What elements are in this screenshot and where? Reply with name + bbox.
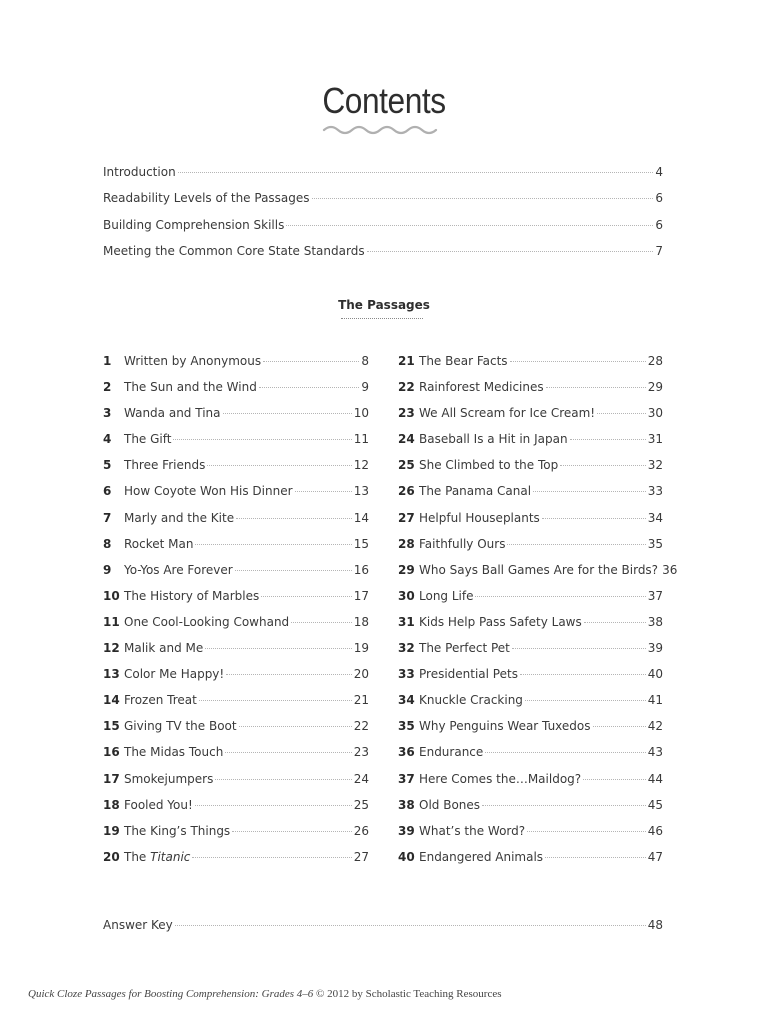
toc-entry[interactable] [103,244,663,270]
passage-title: Endurance [419,745,484,760]
passage-title: Three Friends [124,458,206,473]
passage-title: The Bear Facts [419,354,508,368]
passage-page: 45 [647,797,663,812]
dot-leader [560,465,646,466]
dot-leader [545,857,646,858]
dot-leader [512,648,646,649]
passage-number: 33 [398,667,415,682]
passage-entry[interactable] [103,537,369,563]
passage-page: 47 [647,849,663,864]
passage-title: Why Penguins Wear Tuxedos [419,719,591,734]
dot-leader [482,805,646,806]
dot-leader [259,387,360,388]
dot-leader [533,491,646,492]
passage-entry[interactable] [398,511,663,537]
toc-entry-label: Answer Key [103,918,173,932]
passage-page: 12 [353,458,369,473]
passage-title: The Sun and the Wind [124,380,257,395]
passage-page: 41 [647,693,663,708]
passage-title: Written by Anonymous [124,354,262,368]
passage-page: 14 [353,510,369,525]
toc-entry-label: Introduction [103,165,176,179]
passage-page: 39 [647,641,663,656]
dot-leader [597,413,646,414]
passage-entry[interactable] [398,380,663,406]
passage-page: 13 [353,484,369,499]
dot-leader [546,387,646,388]
dot-leader [199,700,352,701]
passage-number: 2 [103,380,112,395]
passage-page: 26 [353,823,369,838]
passage-title: The Gift [124,432,172,447]
passage-entry[interactable] [103,589,369,615]
passage-page: 42 [647,719,663,734]
passage-page: 31 [647,432,663,447]
passage-title: How Coyote Won His Dinner [124,484,293,499]
passage-title: Faithfully Ours [419,536,506,551]
intro-list [103,165,663,270]
passage-number: 39 [398,823,415,838]
passage-number: 6 [103,484,112,499]
passages-heading: The Passages [338,298,430,312]
passage-title: Fooled You! [124,797,193,812]
passage-page: 21 [353,693,369,708]
passage-number: 11 [103,614,120,629]
passage-page: 37 [647,588,663,603]
passage-title: The Panama Canal [419,484,532,499]
footer-credit [28,988,502,1000]
dot-leader [286,225,653,226]
dot-leader [593,726,646,727]
passage-entry[interactable] [398,850,663,876]
passage-entry[interactable] [398,693,663,719]
dot-leader [312,198,654,199]
dot-leader [510,361,646,362]
dot-leader [192,857,351,858]
toc-entry-page: 6 [655,217,663,232]
passage-number: 15 [103,719,120,734]
passage-number: 3 [103,406,112,421]
passage-number: 32 [398,641,415,656]
passage-title: She Climbed to the Top [419,458,559,473]
toc-entry[interactable] [103,165,663,191]
dot-leader [261,596,351,597]
dot-leader [263,361,359,362]
passage-entry[interactable] [398,406,663,432]
passage-page: 38 [647,614,663,629]
passage-number: 38 [398,797,415,812]
passage-number: 21 [398,354,415,368]
passage-page: 15 [353,536,369,551]
passage-entry[interactable] [398,824,663,850]
passage-entry[interactable] [398,798,663,824]
passage-number: 19 [103,823,120,838]
passage-number: 29 [398,562,415,577]
footer-book-title: Quick Cloze Passages for Boosting Comprehension: Grades 4–6 [28,988,314,1000]
passage-number: 24 [398,432,415,447]
passage-title: Presidential Pets [419,667,518,682]
dot-leader [205,648,351,649]
answer-key-entry[interactable] [103,918,663,944]
passage-page: 24 [353,771,369,786]
passage-title: Long Life [419,588,474,603]
passage-page: 43 [647,745,663,760]
dot-leader [239,726,352,727]
passage-entry[interactable] [103,798,369,824]
passage-number: 27 [398,510,415,525]
passage-number: 7 [103,510,112,525]
passage-title: The King’s Things [124,823,231,838]
passage-title: Helpful Houseplants [419,510,540,525]
dot-leader [195,544,351,545]
passage-entry[interactable] [103,745,369,771]
passage-page: 33 [647,484,663,499]
passages-list-right [398,354,678,876]
dot-leader [173,439,351,440]
dot-leader [485,752,645,753]
passage-entry[interactable] [398,432,663,458]
passage-number: 16 [103,745,120,760]
passage-number: 37 [398,771,415,786]
passage-number: 26 [398,484,415,499]
dot-leader [367,251,654,252]
dot-leader [525,700,646,701]
passage-number: 18 [103,797,120,812]
passage-page: 32 [647,458,663,473]
passage-entry[interactable] [103,458,369,484]
passage-number: 17 [103,771,120,786]
dot-leader [542,518,646,519]
passage-title: Wanda and Tina [124,406,221,421]
passage-page: 16 [353,562,369,577]
passage-entry[interactable] [103,641,369,667]
passage-entry[interactable] [398,641,663,667]
passage-title: One Cool-Looking Cowhand [124,614,290,629]
passage-entry[interactable] [103,772,369,798]
passage-entry[interactable] [103,406,369,432]
toc-entry-page: 6 [655,191,663,206]
passage-number: 30 [398,588,415,603]
passages-heading-rule [341,318,423,319]
passage-entry[interactable] [103,850,369,876]
passage-entry[interactable] [398,719,663,745]
title-wave-ornament [322,124,442,136]
passage-title: What’s the Word? [419,823,526,838]
dot-leader [232,831,352,832]
passage-number: 13 [103,667,120,682]
toc-entry-label: Meeting the Common Core State Standards [103,243,365,258]
passage-page: 9 [361,380,369,395]
passage-entry[interactable] [103,563,369,589]
dot-leader [207,465,351,466]
passage-number: 14 [103,693,120,708]
passage-page: 23 [353,745,369,760]
passage-entry[interactable] [398,458,663,484]
passage-number: 34 [398,693,415,708]
passage-page: 34 [647,510,663,525]
passage-number: 31 [398,614,415,629]
passage-entry[interactable] [103,380,369,406]
passage-number: 25 [398,458,415,473]
toc-entry[interactable] [103,218,663,244]
passage-number: 9 [103,562,112,577]
passage-title: Smokejumpers [124,771,214,786]
passages-list-left [103,354,369,876]
passage-page: 22 [353,719,369,734]
toc-entry-page: 4 [655,165,663,179]
passage-title: Rainforest Medicines [419,380,544,395]
dot-leader [291,622,352,623]
toc-entry[interactable] [103,191,663,217]
passage-number: 28 [398,536,415,551]
passage-title: Frozen Treat [124,693,197,708]
toc-entry-page: 7 [655,243,663,258]
passage-page: 27 [353,849,369,864]
passage-entry[interactable] [398,667,663,693]
passage-number: 40 [398,849,415,864]
passage-entry[interactable] [398,745,663,771]
passage-title: Malik and Me [124,641,204,656]
passage-page: 36 [662,562,678,577]
passage-entry[interactable] [103,354,369,380]
passage-page: 8 [361,354,369,368]
passage-page: 40 [647,667,663,682]
dot-leader [583,779,646,780]
passage-entry[interactable] [398,484,663,510]
dot-leader [223,413,352,414]
dot-leader [236,518,352,519]
dot-leader [584,622,646,623]
passage-title: Endangered Animals [419,849,544,864]
passage-title: Who Says Ball Games Are for the Birds? [419,562,659,577]
dot-leader [195,805,352,806]
dot-leader [520,674,646,675]
passage-title: Knuckle Cracking [419,693,523,708]
footer-rights: © 2012 by Scholastic Teaching Resources [313,988,502,1000]
passage-entry[interactable] [103,484,369,510]
passage-entry[interactable] [103,693,369,719]
dot-leader [215,779,351,780]
passage-page: 10 [353,406,369,421]
passage-number: 1 [103,354,112,368]
passage-page: 11 [353,432,369,447]
passage-entry[interactable] [103,432,369,458]
dot-leader [527,831,646,832]
passage-title: The Titanic [124,849,191,864]
passage-page: 28 [647,354,663,368]
passage-title: Color Me Happy! [124,667,225,682]
passage-title: Yo-Yos Are Forever [124,562,233,577]
passage-title: Here Comes the…Maildog? [419,771,582,786]
passage-title: Rocket Man [124,536,194,551]
passage-title: Giving TV the Boot [124,719,237,734]
passage-number: 10 [103,588,120,603]
passage-title: Marly and the Kite [124,510,235,525]
toc-entry-page: 48 [647,918,663,932]
dot-leader [295,491,352,492]
toc-entry-label: Readability Levels of the Passages [103,191,310,206]
passage-title: Baseball Is a Hit in Japan [419,432,568,447]
passage-entry[interactable] [103,511,369,537]
passage-entry[interactable] [398,615,663,641]
passage-number: 20 [103,849,120,864]
passage-page: 25 [353,797,369,812]
passage-number: 36 [398,745,415,760]
dot-leader [225,752,351,753]
dot-leader [175,925,646,926]
passage-number: 23 [398,406,415,421]
dot-leader [475,596,645,597]
passage-entry[interactable] [398,537,663,563]
passage-number: 12 [103,641,120,656]
passage-page: 30 [647,406,663,421]
passage-number: 22 [398,380,415,395]
passage-title: Kids Help Pass Safety Laws [419,614,582,629]
passage-title: The Perfect Pet [419,641,510,656]
passage-entry[interactable] [103,615,369,641]
passage-number: 8 [103,536,112,551]
dot-leader [178,172,654,173]
passage-number: 4 [103,432,112,447]
passage-entry[interactable] [103,824,369,850]
passage-entry[interactable] [398,354,663,380]
toc-entry-label: Building Comprehension Skills [103,217,285,232]
dot-leader [226,674,352,675]
passage-entry[interactable] [103,719,369,745]
passage-title: We All Scream for Ice Cream! [419,406,596,421]
passage-entry[interactable] [398,562,678,589]
passage-entry[interactable] [398,589,663,615]
passage-page: 18 [353,614,369,629]
passage-page: 19 [353,641,369,656]
passage-page: 46 [647,823,663,838]
passage-entry[interactable] [398,772,663,798]
passage-title: The History of Marbles [124,588,260,603]
passage-entry[interactable] [103,667,369,693]
page-title: Contents [322,80,446,121]
passage-number: 5 [103,458,112,473]
passage-page: 44 [647,771,663,786]
dot-leader [235,570,352,571]
dot-leader [507,544,645,545]
passage-page: 17 [353,588,369,603]
passage-page: 29 [647,380,663,395]
passage-page: 20 [353,667,369,682]
passage-page: 35 [647,536,663,551]
passage-title: The Midas Touch [124,745,224,760]
passage-number: 35 [398,719,415,734]
passage-title: Old Bones [419,797,481,812]
dot-leader [570,439,646,440]
